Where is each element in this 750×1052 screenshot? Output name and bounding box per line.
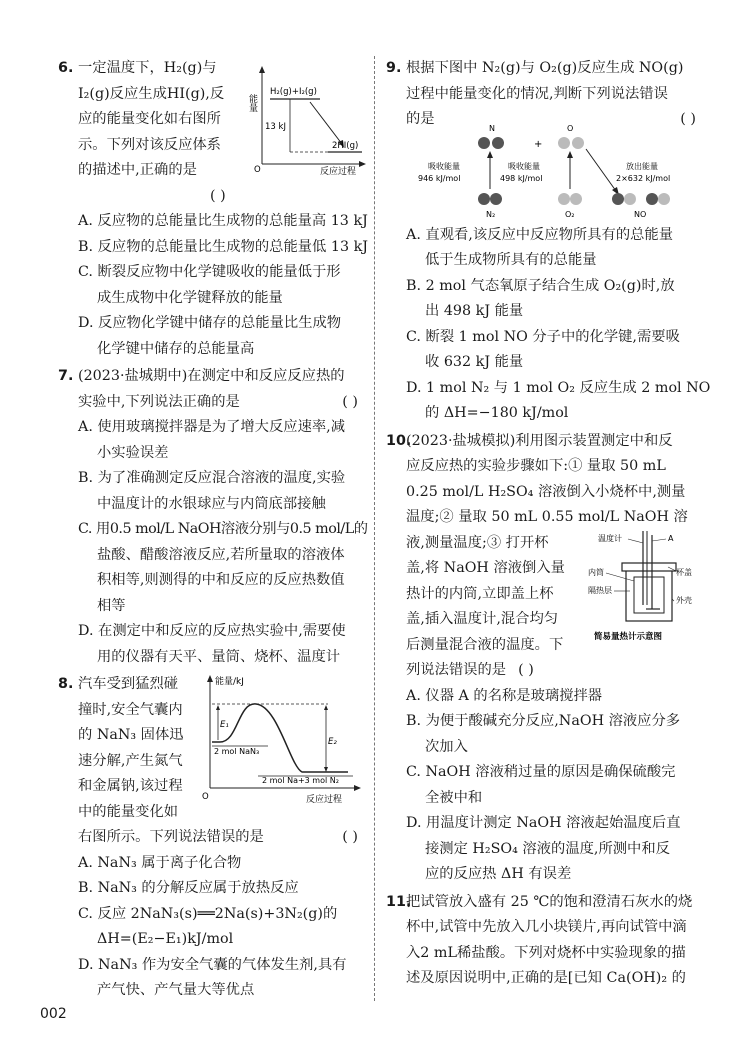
reactants-label: H₂(g)+I₂(g) [270, 87, 317, 97]
question-text: 列说法错误的是 [406, 662, 507, 678]
option-c-cont: 相等 [97, 597, 126, 614]
question-number: 8. [58, 676, 74, 692]
question-text: 应反应热的实验步骤如下:① 量取 50 mL [406, 458, 666, 474]
question-text: 应的能量变化如右图所 [78, 111, 221, 127]
lid-label: 杯盖 [676, 567, 692, 577]
page-number: 002 [40, 1006, 67, 1022]
release-value: 2×632 kJ/mol [616, 173, 671, 183]
question-8 [60, 672, 360, 1004]
absorb-value-2: 498 kJ/mol [500, 173, 543, 183]
question-text: 过程中能量变化的情况,判断下列说法错误 [406, 85, 668, 102]
option-c-cont: 收 632 kJ 能量 [425, 354, 524, 370]
option-b-cont: 中温度计的水银球应与内筒底部接触 [97, 495, 326, 512]
question-text: 温度;② 量取 50 mL 0.55 mol/L NaOH 溶 [406, 509, 688, 525]
thermometer-label: 温度计 [598, 533, 622, 543]
start-state-label: 2 mol NaN₃ [214, 747, 260, 756]
question-text: 根据下图中 N₂(g)与 O₂(g)反应生成 NO(g) [406, 60, 684, 76]
question-7 [58, 364, 368, 670]
question-text: 的 NaN₃ 固体迅 [78, 727, 184, 743]
question-text: 盖,插入温度计,混合均匀 [406, 611, 559, 627]
question-text: 的描述中,正确的是 [78, 162, 197, 178]
question-number: 10. [386, 432, 412, 449]
option-d-cont: 产气快、产气量大等优点 [97, 982, 255, 998]
option-d-cont: 接测定 H₂SO₄ 溶液的温度,所测中和反 [425, 840, 670, 857]
option-d: D. 在测定中和反应的反应热实验中,需要使 [78, 623, 346, 639]
option-d-cont: 化学键中储存的总能量高 [97, 340, 255, 357]
left-column [58, 56, 369, 1004]
x-axis-label: 反应过程 [320, 167, 357, 177]
option-c: C. NaOH 溶液稍过量的原因是确保硫酸完 [406, 764, 676, 780]
energy-diagram-q6 [247, 64, 370, 177]
question-text: 中的能量变化如 [78, 803, 179, 820]
answer-paren: ( ) [210, 187, 226, 204]
stirrer-a-label: A [668, 533, 674, 543]
absorb-label-2: 吸收能量 [508, 161, 540, 171]
figure-caption: 简易量热计示意图 [594, 631, 663, 642]
option-a: A. NaN₃ 属于离子化合物 [78, 854, 242, 871]
question-text: (2023·盐城期中)在测定中和反应反应热的 [78, 368, 345, 384]
question-text: 入2 mL稀盐酸。下列对烧杯中实验现象的描 [406, 944, 686, 961]
o2-label: O₂ [565, 209, 575, 219]
option-b: B. 为了准确测定反应混合溶液的温度,实验 [78, 470, 346, 486]
question-number: 7. [58, 368, 74, 384]
question-text: 实验中,下列说法正确的是 [78, 393, 240, 410]
question-text: 撞时,安全气囊内 [78, 701, 183, 718]
molecular-energy-diagram [402, 123, 702, 223]
answer-paren: ( ) [680, 111, 696, 127]
question-9 [386, 56, 711, 427]
e1-label: E₁ [220, 720, 229, 730]
origin-label: O [254, 165, 261, 175]
y-axis-label: 能量/kJ [215, 677, 244, 687]
no-label: NO [634, 209, 647, 219]
answer-paren: ( ) [518, 662, 534, 678]
option-d: D. 1 mol N₂ 与 1 mol O₂ 反应生成 2 mol NO [406, 379, 711, 396]
option-b: B. 为便于酸碱充分反应,NaOH 溶液应分多 [406, 713, 681, 729]
question-text: 速分解,产生氮气 [78, 752, 183, 769]
option-d-cont: 用的仪器有天平、量筒、烧杯、温度计 [97, 648, 341, 665]
question-6 [58, 56, 369, 362]
n2-label: N₂ [486, 209, 496, 219]
option-c-cont: 盐酸、醋酸溶液反应,若所量取的溶液体 [97, 546, 345, 563]
option-d: D. 反应物化学键中储存的总能量比生成物 [78, 315, 342, 331]
end-state-label: 2 mol Na+3 mol N₂ [262, 776, 339, 785]
option-b-cont: 出 498 kJ 能量 [425, 303, 524, 319]
right-column [386, 56, 711, 992]
answer-paren: ( ) [342, 393, 358, 410]
question-text: 述及原因说明中,正确的是[已知 Ca(OH)₂ 的 [406, 970, 686, 986]
question-text: 0.25 mol/L H₂SO₄ 溶液倒入小烧杯中,测量 [406, 483, 686, 500]
y-axis-label: 能量 [247, 94, 257, 112]
option-a-cont: 小实验误差 [97, 444, 169, 461]
plus-sign: + [534, 138, 543, 150]
option-c-cont: 成生成物中化学键释放的能量 [97, 289, 283, 306]
question-text: 液,测量温度;③ 打开杯 [406, 534, 549, 551]
delta-label: 13 kJ [265, 122, 286, 132]
question-text: 热计的内筒,立即盖上杯 [406, 585, 554, 602]
product-label: 2HI(g) [332, 141, 359, 151]
option-c-cont: ΔH=(E₂−E₁)kJ/mol [97, 931, 234, 947]
o-atom-label: O [567, 123, 574, 133]
n-atom-label: N [489, 123, 495, 133]
inner-cup-label: 内筒 [588, 567, 604, 577]
option-a: A. 仪器 A 的名称是玻璃搅拌器 [406, 687, 603, 704]
absorb-label-1: 吸收能量 [428, 161, 460, 171]
question-number: 11. [386, 893, 412, 910]
option-d: D. 用温度计测定 NaOH 溶液起始温度后直 [406, 815, 681, 831]
question-text: 把试管放入盛有 25 ℃的饱和澄清石灰水的烧 [406, 893, 693, 910]
option-a-cont: 低于生成物所具有的总能量 [425, 252, 597, 268]
x-axis-label: 反应过程 [306, 795, 343, 805]
release-label: 放出能量 [626, 161, 658, 171]
question-text: 示。下列对该反应体系 [78, 136, 221, 153]
option-c: C. 用0.5 mol/L NaOH溶液分别与0.5 mol/L的 [78, 521, 368, 537]
option-a: A. 直观看,该反应中反应物所具有的总能量 [406, 226, 674, 243]
option-c: C. 断裂反应物中化学键吸收的能量低于形 [78, 264, 341, 280]
option-c-cont: 全被中和 [425, 789, 483, 806]
energy-diagram-q8 [198, 672, 363, 807]
option-d-cont: 应的反应热 ΔH 有误差 [425, 866, 572, 882]
option-b: B. NaN₃ 的分解反应属于放热反应 [78, 880, 299, 896]
option-b: B. 2 mol 气态氧原子结合生成 O₂(g)时,放 [406, 277, 675, 294]
question-number: 9. [386, 60, 402, 76]
origin-label: O [202, 792, 209, 802]
calorimeter-diagram [588, 529, 703, 649]
option-b-cont: 次加入 [425, 738, 468, 755]
option-a: A. 使用玻璃搅拌器是为了增大反应速率,减 [78, 419, 346, 435]
question-text: 一定温度下，H₂(g)与 [78, 60, 217, 76]
outer-shell-label: 外壳 [676, 595, 692, 605]
question-text: 杯中,试管中先放入几小块镁片,再向试管中滴 [406, 919, 687, 935]
option-b: B. 反应物的总能量比生成物的总能量低 13 kJ [78, 238, 369, 255]
question-11 [388, 890, 698, 992]
absorb-value-1: 946 kJ/mol [418, 173, 461, 183]
question-text: I₂(g)反应生成HI(g),反 [78, 85, 225, 102]
question-text: 汽车受到猛烈碰 [78, 676, 179, 692]
option-d-cont: 的 ΔH=−180 kJ/mol [425, 405, 569, 421]
insulation-label: 隔热层 [588, 585, 612, 595]
option-a: A. 反应物的总能量比生成物的总能量高 13 kJ [78, 213, 368, 229]
e2-label: E₂ [328, 737, 337, 747]
question-text: (2023·盐城模拟)利用图示装置测定中和反 [406, 432, 673, 449]
option-c-cont: 积相等,则测得的中和反应的反应热数值 [97, 572, 345, 588]
question-text: 的是 [406, 111, 435, 127]
question-text: 和金属钠,该过程 [78, 778, 183, 794]
option-c: C. 反应 2NaN₃(s)══2Na(s)+3N₂(g)的 [78, 905, 338, 922]
option-c: C. 断裂 1 mol NO 分子中的化学键,需要吸 [406, 328, 680, 345]
question-number: 6. [58, 60, 74, 76]
column-divider [374, 56, 375, 1001]
option-d: D. NaN₃ 作为安全气囊的气体发生剂,具有 [78, 956, 347, 973]
question-10 [388, 429, 698, 888]
question-text: 后测量混合液的温度。下 [406, 636, 564, 653]
answer-paren: ( ) [342, 829, 358, 845]
question-text: 盖,将 NaOH 溶液倒入量 [406, 560, 565, 576]
question-text: 右图所示。下列说法错误的是 [78, 829, 264, 845]
